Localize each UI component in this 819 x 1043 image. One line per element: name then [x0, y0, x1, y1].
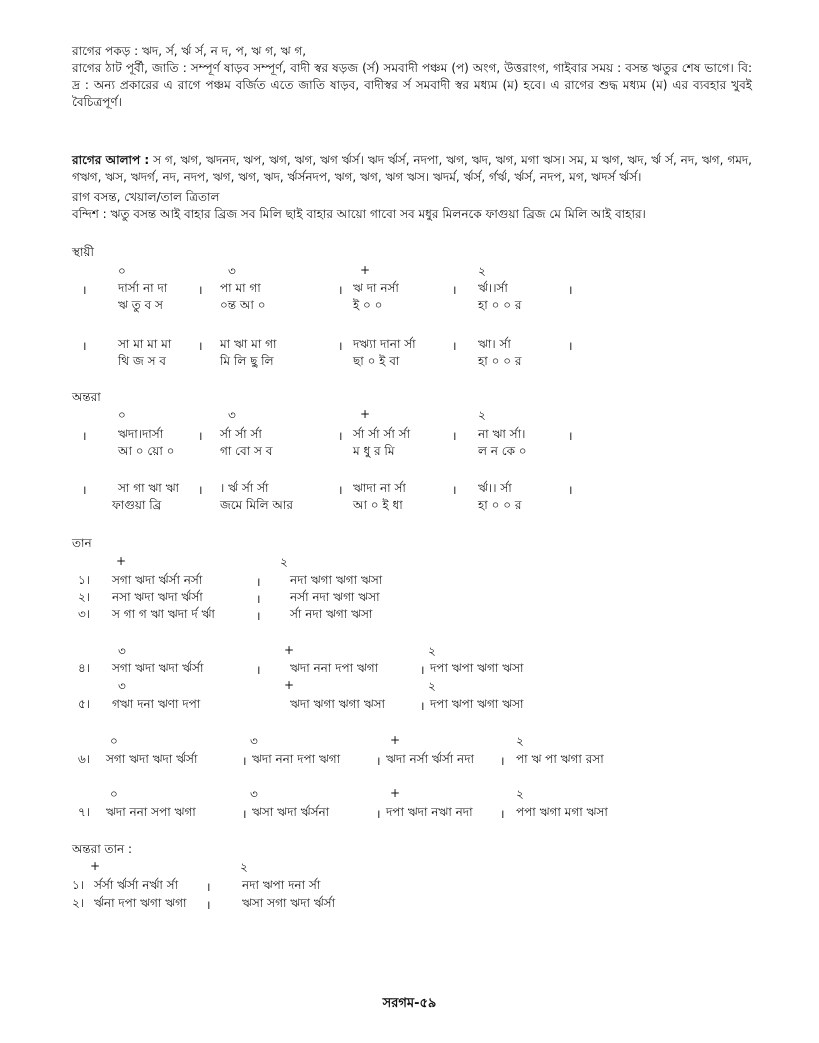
- taal-mark: ০: [110, 787, 118, 801]
- bar-line: ।: [338, 429, 343, 443]
- tan-phrase: ঋসা ঋদা র্ঋর্সনা: [252, 805, 330, 819]
- bar-line: ।: [420, 699, 425, 713]
- taal-mark: +: [284, 643, 295, 657]
- row-number: ৭।: [78, 805, 91, 819]
- tan-phrase: দপা ঋপা ঋগা ঋসা: [430, 661, 524, 675]
- bol-cell: জমে মিলি আর: [220, 498, 293, 512]
- bar-line: ।: [500, 807, 505, 821]
- taal-mark: ০: [118, 264, 126, 278]
- bar-line: ।: [568, 283, 573, 297]
- tan-phrase: র্ঋনা দপা ঋগা ঋগা: [94, 896, 187, 910]
- bar-line: ।: [198, 483, 203, 497]
- bol-cell: ০ন্ত আ ০: [220, 298, 266, 312]
- swar-cell: সা মা মা মা: [118, 337, 172, 351]
- bol-cell: হা ০ ০ র: [478, 354, 522, 368]
- bar-line: ।: [256, 575, 261, 589]
- pakad-line: [72, 43, 752, 60]
- taal-mark: ২: [516, 734, 524, 748]
- sthayi-heading: স্থায়ী: [72, 245, 94, 259]
- tan-phrase: দপা ঋদা নঋা নদা: [386, 805, 473, 819]
- taal-mark: ২: [516, 787, 524, 801]
- tan-phrase: পা ঋ পা ঋগা রসা: [516, 752, 604, 766]
- taal-mark: ২: [280, 555, 288, 569]
- row-number: ৩।: [78, 607, 91, 621]
- taal-mark: ৩: [250, 734, 258, 748]
- bar-line: ।: [452, 339, 457, 353]
- antara-tan-heading: অন্তরা তান :: [72, 842, 133, 856]
- tan-phrase: স গা গ ঋা ঋদা র্দ র্ঋা: [112, 607, 215, 621]
- bar-line: ।: [82, 483, 87, 497]
- bol-cell: আ ০ ই ধা: [353, 498, 403, 512]
- bar-line: ।: [452, 429, 457, 443]
- taal-mark: ৩: [118, 679, 126, 693]
- alap-text: স গ, ঋগ, ঋদনদ, ঋপ, ঋগ, ঋগ, ঋগ র্ঋর্স। ঋদ র্ঋর্স, নদপা, ঋগ, ঋদ, ঋগ, মগা ঋস। সম, ম ঋগ, ঋদ, র্ঋ র্স, নদ, ঋগ, গমদ, গঋগ, ঋস, ঋদর্গ, নদ, নদপ, ঋগ, ঋগ, ঋদ, র্ঋর্সনদপ, ঋগ, ঋগ, ঋগ ঋস। ঋদর্ম, র্ঋর্স, র্গর্ঋ, র্ঋর্স, নদপ, মগ, ঋদর্স র্ঋর্স।: [72, 153, 752, 184]
- bol-cell: হা ০ ০ র: [478, 298, 522, 312]
- taal-mark: +: [116, 554, 127, 568]
- swar-cell: দঋ্যা দানা র্সা: [353, 337, 416, 351]
- bar-line: ।: [452, 483, 457, 497]
- tan-heading: তান: [72, 536, 92, 550]
- tan-phrase: পপা ঋগা মগা ঋসা: [516, 805, 608, 819]
- bar-line: ।: [242, 807, 247, 821]
- taal-mark: ০: [118, 408, 126, 422]
- bar-line: ।: [376, 807, 381, 821]
- bol-cell: ঋ তু ব স: [118, 298, 163, 312]
- row-number: ৪।: [78, 661, 91, 675]
- tan-phrase: র্সর্সা র্ঋর্সা নর্ঋা র্সা: [94, 878, 179, 892]
- tan-phrase: ঋদা নর্সা র্ঋর্সা নদা: [386, 752, 475, 766]
- tan-phrase: ঋদা ননা দপা ঋগা: [290, 661, 379, 675]
- swar-cell: দার্সা না দা: [118, 281, 168, 295]
- row-number: ১।: [78, 573, 91, 587]
- tan-phrase: সগা ঋদা ঋদা র্ঋর্সা: [112, 661, 204, 675]
- bar-line: ।: [500, 754, 505, 768]
- tan-phrase: নর্সা নদা ঋগা ঋসা: [290, 590, 380, 604]
- bol-cell: ফাগুয়া ব্রি: [112, 498, 162, 512]
- taal-mark: +: [390, 733, 401, 747]
- swar-cell: র্সা র্সা র্সা: [220, 427, 262, 441]
- bar-line: ।: [376, 754, 381, 768]
- bar-line: ।: [568, 483, 573, 497]
- bar-line: ।: [242, 754, 247, 768]
- taal-mark: ২: [478, 408, 486, 422]
- bar-line: ।: [256, 663, 261, 677]
- bol-cell: ছা ০ ই বা: [353, 354, 400, 368]
- raga-taal-line: [72, 189, 752, 206]
- row-number: ১।: [72, 878, 85, 892]
- taal-mark: ২: [428, 644, 436, 658]
- pakad-text: রাগের পকড় : ঋদ, র্স, র্ঋ র্স, ন দ, প, ঋ গ, ঋ গ,: [72, 44, 307, 58]
- raga-description-text: রাগের ঠাট পূর্বী, জাতি : সম্পূর্ণ ষাড়ব সম্পূর্ণ, বাদী স্বর ষড়জ (র্স) সমবাদী পঞ্চম (প) অংগ, উত্তরাংগ, গাইবার সময় : বসন্ত ঋতুর শেষ ভাগে। বি: দ্র : অন্য প্রকারের এ রাগে পঞ্চম বর্জিত এতে জাতি ষাড়ব, বাদীস্বর র্স সমবাদী স্বর মধ্যম (ম) হবে। এ রাগের শুদ্ধ মধ্যম (ম) এর ব্যবহার খুবই বৈচিত্রপূর্ণ।: [72, 61, 752, 109]
- bar-line: ।: [338, 283, 343, 297]
- bol-cell: মি লি ছু লি: [220, 354, 274, 368]
- bar-line: ।: [420, 663, 425, 677]
- alap-paragraph: [72, 152, 752, 186]
- swar-cell: ঋাদা না র্সা: [353, 481, 406, 495]
- bar-line: ।: [198, 283, 203, 297]
- bar-line: ।: [206, 898, 211, 912]
- tan-phrase: ঋদা ননা সপা ঋগা: [106, 805, 196, 819]
- bar-line: ।: [82, 339, 87, 353]
- bol-cell: হা ০ ০ র: [478, 498, 522, 512]
- tan-phrase: সগা ঋদা ঋদা র্ঋর্সা: [106, 752, 198, 766]
- taal-mark: +: [90, 859, 101, 873]
- taal-mark: +: [360, 407, 371, 421]
- page-number: সরগম-৫৯: [382, 996, 437, 1011]
- row-number: ৬।: [78, 752, 91, 766]
- swar-cell: পা মা গা: [220, 281, 261, 295]
- bar-line: ।: [568, 429, 573, 443]
- tan-phrase: গঋা দনা ঋণা দপা: [112, 697, 201, 711]
- taal-mark: ৩: [118, 644, 126, 658]
- swar-cell: । র্ঋ র্সা র্সা: [220, 481, 269, 495]
- swar-cell: না ঋা র্সা।: [478, 427, 526, 441]
- taal-mark: +: [390, 786, 401, 800]
- taal-mark: ৩: [250, 787, 258, 801]
- raga-description: [72, 60, 752, 111]
- tan-phrase: নসা ঋদা ঋদা র্ঋর্সা: [112, 590, 203, 604]
- row-number: ৫।: [78, 697, 91, 711]
- tan-phrase: নদা ঋগা ঋগা ঋসা: [290, 573, 383, 587]
- swar-cell: ঋ দা নর্সা: [353, 281, 399, 295]
- bar-line: ।: [452, 283, 457, 297]
- bar-line: ।: [206, 880, 211, 894]
- raga-taal-text: রাগ বসন্ত, খেয়াল/তাল ত্রিতাল: [72, 190, 220, 204]
- bol-cell: ই ০ ০: [353, 298, 383, 312]
- tan-phrase: ঋদা ননা দপা ঋগা: [252, 752, 341, 766]
- bar-line: ।: [82, 283, 87, 297]
- bar-line: ।: [82, 429, 87, 443]
- bar-line: ।: [338, 339, 343, 353]
- taal-mark: ২: [478, 264, 486, 278]
- taal-mark: ০: [110, 734, 118, 748]
- bol-cell: আ ০ য়ো ০: [118, 444, 175, 458]
- row-number: ২।: [78, 590, 91, 604]
- bol-cell: ল ন কে ০: [478, 444, 527, 458]
- bar-line: ।: [256, 592, 261, 606]
- swar-cell: র্ঋ।।র্সা: [478, 281, 508, 295]
- swar-cell: মা ঋা মা গা: [220, 337, 277, 351]
- bol-cell: থি জ স ব: [118, 354, 166, 368]
- swar-cell: ঋদা।দার্সা: [118, 427, 164, 441]
- bar-line: ।: [256, 609, 261, 623]
- tan-phrase: ঋসা সগা ঋদা র্ঋর্সা: [242, 896, 336, 910]
- alap-label: রাগের আলাপ :: [72, 153, 150, 167]
- swar-cell: র্সা র্সা র্সা র্সা: [353, 427, 411, 441]
- tan-phrase: র্সা নদা ঋগা ঋসা: [290, 607, 373, 621]
- bandish-label: বন্দিশ :: [72, 207, 107, 221]
- bar-line: ।: [198, 339, 203, 353]
- bol-cell: ম ধু র মি: [353, 444, 395, 458]
- bol-cell: গা বো স ব: [220, 444, 273, 458]
- bandish-line: [72, 206, 752, 223]
- taal-mark: ২: [428, 679, 436, 693]
- taal-mark: ৩: [228, 264, 236, 278]
- taal-mark: +: [360, 263, 371, 277]
- tan-phrase: সগা ঋদা র্ঋর্সা নর্সা: [112, 573, 203, 587]
- tan-phrase: ঋদা ঋগা ঋগা ঋসা: [290, 697, 386, 711]
- bar-line: ।: [198, 429, 203, 443]
- tan-phrase: দপা ঋপা ঋগা ঋসা: [430, 697, 524, 711]
- swar-cell: ঋা। র্সা: [478, 337, 511, 351]
- bar-line: ।: [338, 483, 343, 497]
- bar-line: ।: [568, 339, 573, 353]
- taal-mark: ২: [240, 860, 248, 874]
- bandish-text: ঋতু বসন্ত আই বাহার ব্রিজ সব মিলি ছাই বাহার আয়ো গাবো সব মধুর মিলনকে ফাগুয়া ব্রিজ মে মিলি আই বাহার।: [110, 207, 646, 221]
- tan-phrase: নদা ঋপা দনা র্সা: [242, 878, 321, 892]
- swar-cell: সা গা ঋা ঋা: [118, 481, 180, 495]
- taal-mark: +: [284, 678, 295, 692]
- row-number: ২।: [72, 896, 85, 910]
- antara-heading: অন্তরা: [72, 390, 101, 404]
- taal-mark: ৩: [228, 408, 236, 422]
- swar-cell: র্ঋ।। র্সা: [478, 481, 512, 495]
